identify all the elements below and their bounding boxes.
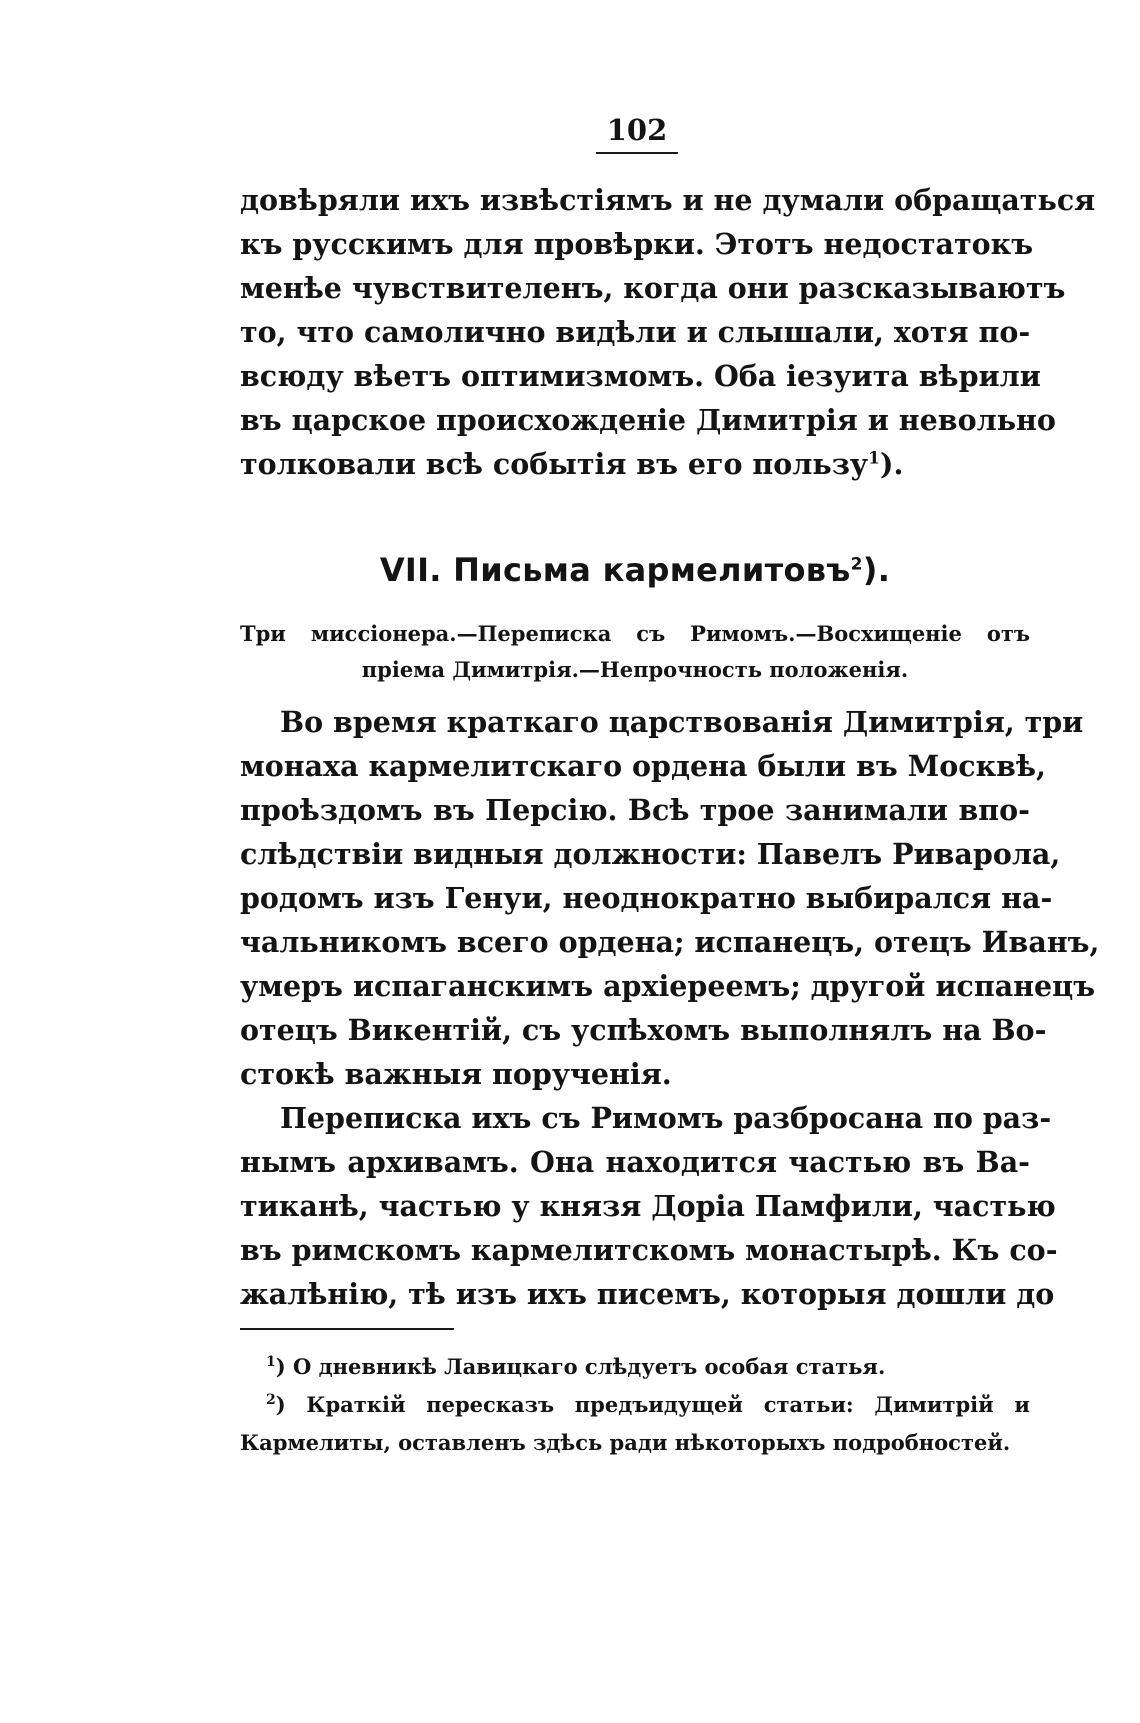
- text-line: Переписка ихъ съ Римомъ разбросана по раз-: [280, 1101, 1052, 1135]
- text-line: нымъ архивамъ. Она находится частью въ Ва-: [240, 1145, 1030, 1179]
- text-line: довѣряли ихъ извѣстіямъ и не думали обращаться: [240, 183, 1096, 217]
- paragraph: [240, 1096, 1058, 1316]
- text-line-last: [240, 442, 1030, 486]
- footnotes: [240, 1348, 1030, 1462]
- text-line: умеръ испаганскимъ архіереемъ; другой испанецъ: [240, 969, 1096, 1003]
- text-line: слѣдствіи видныя должности: Павелъ Риварола,: [240, 837, 1061, 871]
- paragraph-continuation: [240, 178, 1096, 486]
- section-title-tail: ).: [862, 551, 891, 589]
- text-line: въ царское происхожденіе Димитрія и невольно: [240, 403, 1056, 437]
- text-line: менѣе чувствителенъ, когда они разсказываютъ: [240, 271, 1066, 305]
- text-fragment: ).: [880, 447, 904, 481]
- text-line-last: стокѣ важныя порученія.: [240, 1057, 672, 1091]
- section-title: [240, 548, 1030, 592]
- text-line: монаха кармелитскаго ордена были въ Москвѣ,: [240, 749, 1046, 783]
- text-line: къ русскимъ для провѣрки. Этотъ недостатокъ: [240, 227, 1034, 261]
- text-line: всюду вѣетъ оптимизмомъ. Оба іезуита вѣрили: [240, 359, 1041, 393]
- text-line: въ римскомъ кармелитскомъ монастырѣ. Къ со-: [240, 1233, 1058, 1267]
- text-line: отецъ Викентій, съ успѣхомъ выполнялъ на Во-: [240, 1013, 1047, 1047]
- section-title-text: VII. Письма кармелитовъ: [379, 551, 851, 589]
- footnote-marker: 1: [266, 1354, 276, 1370]
- text-line: родомъ изъ Генуи, неоднократно выбирался на-: [240, 881, 1053, 915]
- text-line: проѣздомъ въ Персію. Всѣ трое занимали впо-: [240, 793, 1030, 827]
- summary-line: Три миссіонера.—Переписка съ Римомъ.—Восхищеніе отъ: [240, 621, 1030, 646]
- paragraph: [240, 700, 1100, 1096]
- text-line: то, что самолично видѣли и слышали, хотя по-: [240, 315, 1031, 349]
- footnote-text: ) О дневникѣ Лавицкаго слѣдуетъ особая статья.: [275, 1354, 886, 1379]
- footnote-marker: 2: [266, 1392, 276, 1408]
- footnote-2: [240, 1386, 1030, 1424]
- page-number-rule: [596, 152, 678, 154]
- footnote-1: [240, 1348, 1030, 1386]
- footnote-reference: 2: [850, 554, 863, 575]
- footnote-text: ) Краткій пересказъ предъидущей статьи: Димитрій и: [275, 1392, 1030, 1417]
- text-fragment: толковали всѣ событія въ его пользу: [240, 447, 869, 481]
- footnote-reference: 1: [868, 448, 880, 469]
- summary-line: пріема Димитрія.—Непрочность положенія.: [361, 657, 909, 682]
- page-number: 102: [606, 113, 668, 147]
- text-line: жалѣнію, тѣ изъ ихъ писемъ, которыя дошли до: [240, 1277, 1055, 1311]
- text-line: тиканѣ, частью у князя Доріа Памфили, частью: [240, 1189, 1056, 1223]
- text-line: Во время краткаго царствованія Димитрія, три: [280, 705, 1084, 739]
- footnote-2-continuation: Кармелиты, оставленъ здѣсь ради нѣкоторыхъ подробностей.: [240, 1430, 1011, 1455]
- text-line: чальникомъ всего ордена; испанецъ, отецъ Иванъ,: [240, 925, 1100, 959]
- section-summary: [240, 616, 1030, 688]
- footnote-rule: [240, 1328, 454, 1330]
